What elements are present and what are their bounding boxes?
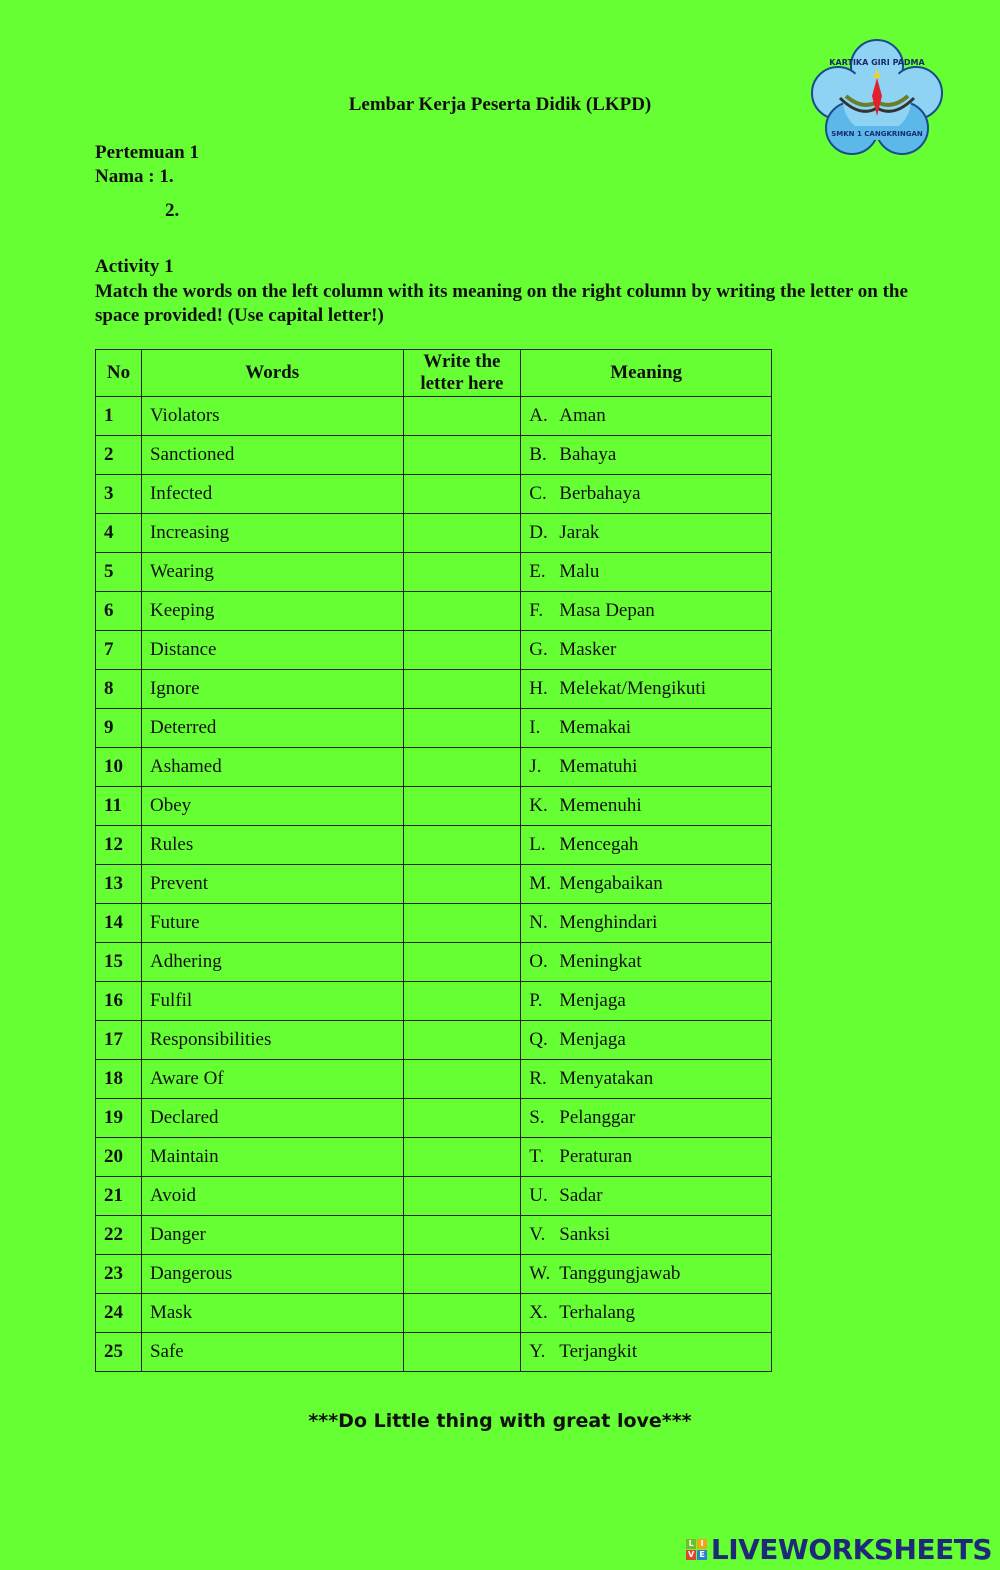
row-number: 2 bbox=[96, 436, 142, 475]
meaning-text: Memenuhi bbox=[559, 795, 642, 816]
meaning-letter: N. bbox=[529, 912, 548, 933]
row-number: 20 bbox=[96, 1138, 142, 1177]
meeting-label: Pertemuan 1 bbox=[95, 142, 199, 163]
table-row bbox=[96, 1216, 772, 1255]
meaning-text: Sanksi bbox=[559, 1224, 610, 1245]
meaning-letter: P. bbox=[529, 990, 543, 1011]
meaning-text: Tanggungjawab bbox=[559, 1263, 681, 1284]
meaning-text: Menghindari bbox=[559, 912, 658, 933]
table-row bbox=[96, 865, 772, 904]
table-row bbox=[96, 553, 772, 592]
row-number: 10 bbox=[96, 748, 142, 787]
table-row bbox=[96, 943, 772, 982]
row-meaning bbox=[521, 631, 772, 670]
meaning-text: Menyatakan bbox=[559, 1068, 654, 1089]
row-word: Violators bbox=[141, 397, 403, 436]
row-meaning bbox=[521, 1099, 772, 1138]
meaning-text: Aman bbox=[559, 405, 606, 426]
table-row bbox=[96, 826, 772, 865]
letter-answer-cell[interactable] bbox=[403, 1255, 521, 1294]
meaning-letter: J. bbox=[529, 756, 542, 777]
row-number: 19 bbox=[96, 1099, 142, 1138]
table-row bbox=[96, 709, 772, 748]
row-word: Distance bbox=[141, 631, 403, 670]
row-meaning bbox=[521, 1138, 772, 1177]
row-number: 25 bbox=[96, 1333, 142, 1372]
row-word: Danger bbox=[141, 1216, 403, 1255]
letter-answer-cell[interactable] bbox=[403, 787, 521, 826]
name-line-2: 2. bbox=[165, 200, 180, 221]
row-meaning bbox=[521, 1216, 772, 1255]
row-meaning bbox=[521, 865, 772, 904]
letter-answer-cell[interactable] bbox=[403, 1333, 521, 1372]
row-word: Adhering bbox=[141, 943, 403, 982]
row-meaning bbox=[521, 787, 772, 826]
row-meaning bbox=[521, 904, 772, 943]
row-meaning bbox=[521, 475, 772, 514]
table-row bbox=[96, 397, 772, 436]
row-word: Aware Of bbox=[141, 1060, 403, 1099]
row-number: 24 bbox=[96, 1294, 142, 1333]
row-word: Prevent bbox=[141, 865, 403, 904]
row-meaning bbox=[521, 592, 772, 631]
table-row bbox=[96, 592, 772, 631]
table-header-row bbox=[96, 350, 772, 397]
row-meaning bbox=[521, 553, 772, 592]
table-row bbox=[96, 904, 772, 943]
table-row bbox=[96, 1021, 772, 1060]
row-word: Infected bbox=[141, 475, 403, 514]
row-meaning bbox=[521, 709, 772, 748]
page-title: Lembar Kerja Peserta Didik (LKPD) bbox=[348, 94, 652, 115]
row-number: 5 bbox=[96, 553, 142, 592]
table-row bbox=[96, 787, 772, 826]
letter-answer-cell[interactable] bbox=[403, 1216, 521, 1255]
logo-bottom-text: SMKN 1 CANGKRINGAN bbox=[831, 130, 923, 138]
meaning-letter: E. bbox=[529, 561, 546, 582]
brand-icon-i: I bbox=[697, 1539, 707, 1549]
letter-answer-cell[interactable] bbox=[403, 670, 521, 709]
row-meaning bbox=[521, 826, 772, 865]
row-word: Declared bbox=[141, 1099, 403, 1138]
row-word: Safe bbox=[141, 1333, 403, 1372]
meaning-text: Mencegah bbox=[559, 834, 639, 855]
liveworksheets-icon bbox=[686, 1539, 707, 1560]
meaning-letter: Y. bbox=[529, 1341, 546, 1362]
row-meaning bbox=[521, 1294, 772, 1333]
table-row bbox=[96, 1255, 772, 1294]
row-meaning bbox=[521, 748, 772, 787]
row-word: Future bbox=[141, 904, 403, 943]
meaning-letter: V. bbox=[529, 1224, 546, 1245]
row-number: 17 bbox=[96, 1021, 142, 1060]
meaning-letter: M. bbox=[529, 873, 551, 894]
meaning-text: Peraturan bbox=[559, 1146, 633, 1167]
meaning-text: Melekat/Mengikuti bbox=[559, 678, 706, 699]
row-word: Responsibilities bbox=[141, 1021, 403, 1060]
letter-answer-cell[interactable] bbox=[403, 943, 521, 982]
row-number: 21 bbox=[96, 1177, 142, 1216]
header-words: Words bbox=[141, 350, 403, 397]
row-word: Fulfil bbox=[141, 982, 403, 1021]
meaning-letter: S. bbox=[529, 1107, 545, 1128]
meaning-text: Terhalang bbox=[559, 1302, 635, 1323]
row-meaning bbox=[521, 1255, 772, 1294]
row-number: 3 bbox=[96, 475, 142, 514]
meaning-letter: C. bbox=[529, 483, 547, 504]
row-word: Ignore bbox=[141, 670, 403, 709]
meaning-text: Bahaya bbox=[559, 444, 617, 465]
table-row bbox=[96, 475, 772, 514]
row-meaning bbox=[521, 397, 772, 436]
table-row bbox=[96, 1294, 772, 1333]
table-row bbox=[96, 514, 772, 553]
row-number: 12 bbox=[96, 826, 142, 865]
row-meaning bbox=[521, 670, 772, 709]
letter-answer-cell[interactable] bbox=[403, 826, 521, 865]
row-number: 4 bbox=[96, 514, 142, 553]
letter-answer-cell[interactable] bbox=[403, 865, 521, 904]
row-word: Deterred bbox=[141, 709, 403, 748]
letter-answer-cell[interactable] bbox=[403, 748, 521, 787]
brand-icon-e: E bbox=[697, 1550, 707, 1560]
row-word: Ashamed bbox=[141, 748, 403, 787]
letter-answer-cell[interactable] bbox=[403, 436, 521, 475]
row-meaning bbox=[521, 1177, 772, 1216]
meaning-text: Pelanggar bbox=[559, 1107, 636, 1128]
meaning-letter: U. bbox=[529, 1185, 548, 1206]
table-row bbox=[96, 670, 772, 709]
matching-table bbox=[95, 349, 772, 1372]
row-word: Obey bbox=[141, 787, 403, 826]
letter-answer-cell[interactable] bbox=[403, 1021, 521, 1060]
row-number: 6 bbox=[96, 592, 142, 631]
meaning-text: Masker bbox=[559, 639, 617, 660]
meaning-letter: Q. bbox=[529, 1029, 548, 1050]
letter-answer-cell[interactable] bbox=[403, 592, 521, 631]
meaning-letter: K. bbox=[529, 795, 548, 816]
header-meaning: Meaning bbox=[521, 350, 772, 397]
table-row bbox=[96, 1177, 772, 1216]
meaning-letter: R. bbox=[529, 1068, 547, 1089]
row-meaning bbox=[521, 436, 772, 475]
row-meaning bbox=[521, 943, 772, 982]
brand-text: LIVEWORKSHEETS bbox=[710, 1532, 992, 1566]
meaning-letter: G. bbox=[529, 639, 548, 660]
letter-answer-cell[interactable] bbox=[403, 1060, 521, 1099]
meaning-text: Berbahaya bbox=[559, 483, 641, 504]
row-number: 18 bbox=[96, 1060, 142, 1099]
meaning-text: Terjangkit bbox=[559, 1341, 638, 1362]
table-row bbox=[96, 1099, 772, 1138]
table-row bbox=[96, 1333, 772, 1372]
meaning-letter: B. bbox=[529, 444, 547, 465]
row-number: 14 bbox=[96, 904, 142, 943]
letter-answer-cell[interactable] bbox=[403, 1138, 521, 1177]
row-number: 23 bbox=[96, 1255, 142, 1294]
header-no: No bbox=[96, 350, 142, 397]
meaning-text: Malu bbox=[559, 561, 600, 582]
table-row bbox=[96, 748, 772, 787]
row-number: 13 bbox=[96, 865, 142, 904]
meaning-text: Mematuhi bbox=[559, 756, 638, 777]
meaning-letter: D. bbox=[529, 522, 548, 543]
row-word: Sanctioned bbox=[141, 436, 403, 475]
table-row bbox=[96, 631, 772, 670]
letter-answer-cell[interactable] bbox=[403, 475, 521, 514]
row-word: Avoid bbox=[141, 1177, 403, 1216]
row-number: 8 bbox=[96, 670, 142, 709]
letter-answer-cell[interactable] bbox=[403, 1294, 521, 1333]
row-meaning bbox=[521, 982, 772, 1021]
meaning-letter: L. bbox=[529, 834, 546, 855]
meaning-text: Sadar bbox=[559, 1185, 603, 1206]
row-word: Rules bbox=[141, 826, 403, 865]
meaning-text: Meningkat bbox=[559, 951, 642, 972]
row-number: 7 bbox=[96, 631, 142, 670]
letter-answer-cell[interactable] bbox=[403, 514, 521, 553]
meaning-letter: X. bbox=[529, 1302, 548, 1323]
letter-answer-cell[interactable] bbox=[403, 631, 521, 670]
brand-icon-v: V bbox=[686, 1550, 696, 1560]
letter-answer-cell[interactable] bbox=[403, 553, 521, 592]
meaning-text: Menjaga bbox=[559, 990, 626, 1011]
row-meaning bbox=[521, 514, 772, 553]
activity-title: Activity 1 bbox=[95, 256, 174, 277]
meaning-text: Masa Depan bbox=[559, 600, 655, 621]
letter-answer-cell[interactable] bbox=[403, 904, 521, 943]
row-meaning bbox=[521, 1021, 772, 1060]
table-row bbox=[96, 982, 772, 1021]
letter-answer-cell[interactable] bbox=[403, 1177, 521, 1216]
row-word: Wearing bbox=[141, 553, 403, 592]
meaning-letter: T. bbox=[529, 1146, 545, 1167]
row-number: 22 bbox=[96, 1216, 142, 1255]
letter-answer-cell[interactable] bbox=[403, 1099, 521, 1138]
row-word: Maintain bbox=[141, 1138, 403, 1177]
letter-answer-cell[interactable] bbox=[403, 397, 521, 436]
table-row bbox=[96, 1060, 772, 1099]
meaning-text: Memakai bbox=[559, 717, 632, 738]
motto: ***Do Little thing with great love*** bbox=[308, 1410, 692, 1432]
table-row bbox=[96, 436, 772, 475]
row-word: Keeping bbox=[141, 592, 403, 631]
meaning-text: Jarak bbox=[559, 522, 600, 543]
table-row bbox=[96, 1138, 772, 1177]
row-meaning bbox=[521, 1060, 772, 1099]
row-meaning bbox=[521, 1333, 772, 1372]
row-number: 9 bbox=[96, 709, 142, 748]
meaning-letter: H. bbox=[529, 678, 548, 699]
meaning-letter: I. bbox=[529, 717, 541, 738]
row-word: Mask bbox=[141, 1294, 403, 1333]
row-number: 1 bbox=[96, 397, 142, 436]
row-number: 16 bbox=[96, 982, 142, 1021]
letter-answer-cell[interactable] bbox=[403, 982, 521, 1021]
liveworksheets-brand[interactable] bbox=[686, 1534, 992, 1564]
meaning-letter: O. bbox=[529, 951, 548, 972]
meaning-letter: W. bbox=[529, 1263, 551, 1284]
activity-instruction: Match the words on the left column with its meaning on the right column by writing the letter on the space provided! (Use capital letter!) bbox=[95, 281, 908, 326]
school-logo bbox=[810, 38, 944, 156]
meaning-text: Menjaga bbox=[559, 1029, 626, 1050]
letter-answer-cell[interactable] bbox=[403, 709, 521, 748]
meaning-letter: A. bbox=[529, 405, 548, 426]
meaning-text: Mengabaikan bbox=[559, 873, 663, 894]
row-number: 11 bbox=[96, 787, 142, 826]
brand-icon-l: L bbox=[686, 1539, 696, 1549]
row-word: Increasing bbox=[141, 514, 403, 553]
name-line-1: Nama : 1. bbox=[95, 166, 174, 187]
row-word: Dangerous bbox=[141, 1255, 403, 1294]
header-write-letter: Write the letter here bbox=[403, 350, 521, 397]
logo-top-text: KARTIKA GIRI PADMA bbox=[829, 58, 925, 67]
row-number: 15 bbox=[96, 943, 142, 982]
meaning-letter: F. bbox=[529, 600, 544, 621]
